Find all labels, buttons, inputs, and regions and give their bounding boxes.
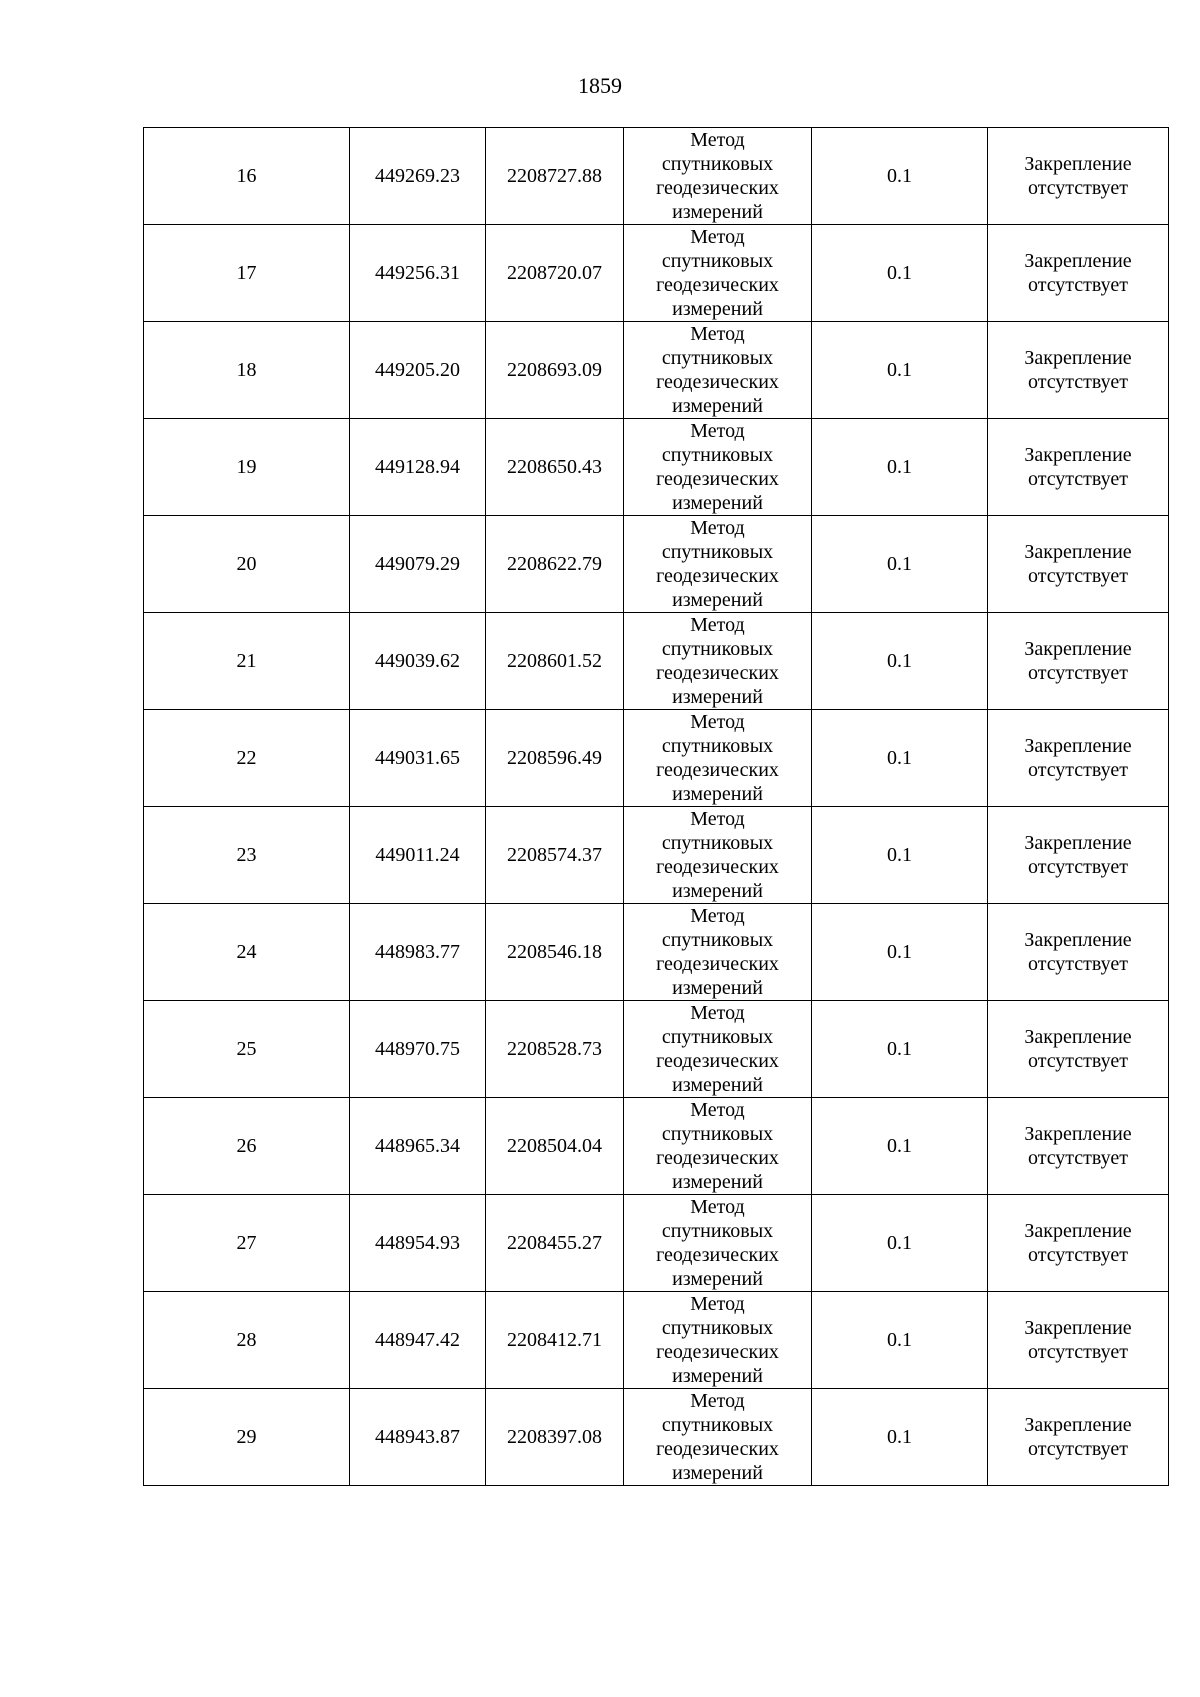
method-cell-text: Метод спутниковых геодезических измерений: [656, 420, 779, 514]
accuracy-cell: [812, 710, 988, 807]
coordinate-y-cell: [486, 1001, 624, 1098]
coordinate-y-cell-text: 2208727.88: [507, 165, 602, 187]
accuracy-cell: [812, 128, 988, 225]
fixing-description-cell-text: Закрепление отсутствует: [1024, 735, 1132, 781]
point-number-cell: [144, 1001, 350, 1098]
coordinates-table: [143, 127, 1169, 1486]
coordinate-x-cell-text: 448947.42: [375, 1329, 460, 1351]
coordinate-y-cell: [486, 807, 624, 904]
fixing-description-cell: [988, 1195, 1169, 1292]
method-cell: [624, 225, 812, 322]
point-number-cell: [144, 613, 350, 710]
method-cell-text: Метод спутниковых геодезических измерений: [656, 129, 779, 223]
method-cell: [624, 613, 812, 710]
point-number-cell-text: 26: [236, 1135, 257, 1157]
table-row: [144, 710, 1169, 807]
fixing-description-cell-text: Закрепление отсутствует: [1024, 1414, 1132, 1460]
fixing-description-cell-text: Закрепление отсутствует: [1024, 1317, 1132, 1363]
coordinate-y-cell: [486, 904, 624, 1001]
page-number: 1859: [578, 73, 622, 98]
method-cell: [624, 1001, 812, 1098]
point-number-cell: [144, 1292, 350, 1389]
method-cell-text: Метод спутниковых геодезических измерений: [656, 711, 779, 805]
accuracy-cell: [812, 807, 988, 904]
point-number-cell: [144, 322, 350, 419]
fixing-description-cell-text: Закрепление отсутствует: [1024, 638, 1132, 684]
accuracy-cell-text: 0.1: [887, 165, 912, 187]
method-cell-text: Метод спутниковых геодезических измерений: [656, 323, 779, 417]
accuracy-cell-text: 0.1: [887, 359, 912, 381]
coordinate-x-cell-text: 449079.29: [375, 553, 460, 575]
fixing-description-cell-text: Закрепление отсутствует: [1024, 832, 1132, 878]
fixing-description-cell: [988, 1001, 1169, 1098]
table-row: [144, 322, 1169, 419]
fixing-description-cell-text: Закрепление отсутствует: [1024, 444, 1132, 490]
point-number-cell-text: 20: [236, 553, 257, 575]
coordinate-x-cell: [350, 322, 486, 419]
method-cell: [624, 1292, 812, 1389]
table-row: [144, 807, 1169, 904]
coordinate-x-cell: [350, 419, 486, 516]
point-number-cell-text: 23: [236, 844, 257, 866]
method-cell-text: Метод спутниковых геодезических измерений: [656, 614, 779, 708]
fixing-description-cell: [988, 516, 1169, 613]
coordinate-x-cell-text: 448965.34: [375, 1135, 460, 1157]
table-row: [144, 1292, 1169, 1389]
point-number-cell-text: 18: [236, 359, 257, 381]
coordinate-y-cell: [486, 613, 624, 710]
fixing-description-cell: [988, 322, 1169, 419]
method-cell: [624, 322, 812, 419]
coordinates-table-body: [144, 128, 1169, 1486]
coordinate-y-cell: [486, 322, 624, 419]
accuracy-cell: [812, 419, 988, 516]
fixing-description-cell-text: Закрепление отсутствует: [1024, 1220, 1132, 1266]
accuracy-cell: [812, 1389, 988, 1486]
accuracy-cell: [812, 1195, 988, 1292]
accuracy-cell-text: 0.1: [887, 456, 912, 478]
coordinate-y-cell: [486, 1195, 624, 1292]
fixing-description-cell: [988, 1098, 1169, 1195]
coordinate-x-cell-text: 448970.75: [375, 1038, 460, 1060]
table-row: [144, 904, 1169, 1001]
accuracy-cell-text: 0.1: [887, 844, 912, 866]
coordinate-y-cell: [486, 516, 624, 613]
method-cell: [624, 419, 812, 516]
table-row: [144, 1389, 1169, 1486]
table-row: [144, 1195, 1169, 1292]
point-number-cell-text: 21: [236, 650, 257, 672]
accuracy-cell: [812, 1001, 988, 1098]
method-cell-text: Метод спутниковых геодезических измерений: [656, 226, 779, 320]
point-number-cell-text: 25: [236, 1038, 257, 1060]
coordinate-y-cell-text: 2208455.27: [507, 1232, 602, 1254]
accuracy-cell-text: 0.1: [887, 941, 912, 963]
method-cell: [624, 807, 812, 904]
table-row: [144, 1001, 1169, 1098]
accuracy-cell-text: 0.1: [887, 1135, 912, 1157]
fixing-description-cell: [988, 807, 1169, 904]
coordinate-x-cell-text: 448943.87: [375, 1426, 460, 1448]
method-cell-text: Метод спутниковых геодезических измерений: [656, 1293, 779, 1387]
fixing-description-cell: [988, 419, 1169, 516]
method-cell-text: Метод спутниковых геодезических измерений: [656, 808, 779, 902]
coordinate-y-cell-text: 2208693.09: [507, 359, 602, 381]
accuracy-cell: [812, 1292, 988, 1389]
coordinate-x-cell-text: 449128.94: [375, 456, 460, 478]
method-cell: [624, 516, 812, 613]
coordinate-x-cell: [350, 710, 486, 807]
coordinate-y-cell: [486, 1098, 624, 1195]
method-cell-text: Метод спутниковых геодезических измерений: [656, 517, 779, 611]
method-cell: [624, 1389, 812, 1486]
accuracy-cell: [812, 1098, 988, 1195]
fixing-description-cell-text: Закрепление отсутствует: [1024, 153, 1132, 199]
point-number-cell-text: 22: [236, 747, 257, 769]
fixing-description-cell: [988, 613, 1169, 710]
accuracy-cell-text: 0.1: [887, 1232, 912, 1254]
table-row: [144, 516, 1169, 613]
coordinate-x-cell: [350, 807, 486, 904]
accuracy-cell-text: 0.1: [887, 553, 912, 575]
point-number-cell: [144, 904, 350, 1001]
coordinate-y-cell: [486, 1292, 624, 1389]
accuracy-cell: [812, 516, 988, 613]
accuracy-cell-text: 0.1: [887, 1426, 912, 1448]
point-number-cell: [144, 225, 350, 322]
accuracy-cell: [812, 322, 988, 419]
point-number-cell-text: 16: [236, 165, 257, 187]
method-cell-text: Метод спутниковых геодезических измерений: [656, 1196, 779, 1290]
point-number-cell-text: 29: [236, 1426, 257, 1448]
fixing-description-cell: [988, 128, 1169, 225]
coordinate-x-cell-text: 449269.23: [375, 165, 460, 187]
accuracy-cell-text: 0.1: [887, 262, 912, 284]
coordinate-y-cell-text: 2208622.79: [507, 553, 602, 575]
coordinate-x-cell: [350, 128, 486, 225]
accuracy-cell-text: 0.1: [887, 747, 912, 769]
fixing-description-cell: [988, 1292, 1169, 1389]
fixing-description-cell: [988, 710, 1169, 807]
point-number-cell: [144, 1098, 350, 1195]
point-number-cell: [144, 710, 350, 807]
point-number-cell-text: 19: [236, 456, 257, 478]
fixing-description-cell-text: Закрепление отсутствует: [1024, 1026, 1132, 1072]
fixing-description-cell-text: Закрепление отсутствует: [1024, 1123, 1132, 1169]
coordinate-y-cell-text: 2208720.07: [507, 262, 602, 284]
coordinate-x-cell-text: 449039.62: [375, 650, 460, 672]
point-number-cell-text: 27: [236, 1232, 257, 1254]
coordinate-y-cell: [486, 128, 624, 225]
table-row: [144, 613, 1169, 710]
point-number-cell: [144, 1195, 350, 1292]
coordinate-x-cell: [350, 1195, 486, 1292]
coordinate-x-cell-text: 449031.65: [375, 747, 460, 769]
coordinate-x-cell-text: 449011.24: [375, 844, 460, 866]
coordinate-y-cell-text: 2208412.71: [507, 1329, 602, 1351]
coordinate-y-cell-text: 2208574.37: [507, 844, 602, 866]
point-number-cell: [144, 1389, 350, 1486]
coordinate-x-cell-text: 448983.77: [375, 941, 460, 963]
fixing-description-cell: [988, 1389, 1169, 1486]
method-cell: [624, 904, 812, 1001]
method-cell: [624, 1098, 812, 1195]
fixing-description-cell-text: Закрепление отсутствует: [1024, 929, 1132, 975]
point-number-cell-text: 28: [236, 1329, 257, 1351]
coordinate-x-cell-text: 449205.20: [375, 359, 460, 381]
method-cell: [624, 710, 812, 807]
coordinate-x-cell: [350, 1001, 486, 1098]
point-number-cell-text: 24: [236, 941, 257, 963]
coordinate-x-cell: [350, 613, 486, 710]
table-row: [144, 128, 1169, 225]
coordinate-x-cell: [350, 1389, 486, 1486]
coordinate-x-cell-text: 448954.93: [375, 1232, 460, 1254]
accuracy-cell: [812, 613, 988, 710]
coordinate-y-cell-text: 2208650.43: [507, 456, 602, 478]
accuracy-cell-text: 0.1: [887, 1038, 912, 1060]
fixing-description-cell: [988, 904, 1169, 1001]
coordinate-x-cell: [350, 904, 486, 1001]
table-row: [144, 1098, 1169, 1195]
method-cell-text: Метод спутниковых геодезических измерений: [656, 1099, 779, 1193]
coordinate-y-cell-text: 2208546.18: [507, 941, 602, 963]
accuracy-cell: [812, 225, 988, 322]
coordinate-y-cell: [486, 710, 624, 807]
accuracy-cell-text: 0.1: [887, 1329, 912, 1351]
method-cell: [624, 128, 812, 225]
table-row: [144, 225, 1169, 322]
point-number-cell: [144, 516, 350, 613]
accuracy-cell-text: 0.1: [887, 650, 912, 672]
point-number-cell: [144, 807, 350, 904]
method-cell-text: Метод спутниковых геодезических измерений: [656, 1390, 779, 1484]
point-number-cell: [144, 419, 350, 516]
fixing-description-cell-text: Закрепление отсутствует: [1024, 250, 1132, 296]
method-cell: [624, 1195, 812, 1292]
coordinate-x-cell: [350, 225, 486, 322]
coordinate-y-cell: [486, 419, 624, 516]
coordinate-y-cell: [486, 1389, 624, 1486]
method-cell-text: Метод спутниковых геодезических измерений: [656, 905, 779, 999]
coordinate-x-cell: [350, 516, 486, 613]
accuracy-cell: [812, 904, 988, 1001]
coordinate-y-cell-text: 2208397.08: [507, 1426, 602, 1448]
coordinate-y-cell-text: 2208504.04: [507, 1135, 602, 1157]
point-number-cell-text: 17: [236, 262, 257, 284]
coordinate-y-cell-text: 2208528.73: [507, 1038, 602, 1060]
method-cell-text: Метод спутниковых геодезических измерений: [656, 1002, 779, 1096]
fixing-description-cell: [988, 225, 1169, 322]
fixing-description-cell-text: Закрепление отсутствует: [1024, 347, 1132, 393]
coordinate-x-cell: [350, 1098, 486, 1195]
coordinate-y-cell-text: 2208596.49: [507, 747, 602, 769]
coordinate-x-cell: [350, 1292, 486, 1389]
coordinate-y-cell: [486, 225, 624, 322]
fixing-description-cell-text: Закрепление отсутствует: [1024, 541, 1132, 587]
table-row: [144, 419, 1169, 516]
point-number-cell: [144, 128, 350, 225]
coordinate-x-cell-text: 449256.31: [375, 262, 460, 284]
coordinate-y-cell-text: 2208601.52: [507, 650, 602, 672]
